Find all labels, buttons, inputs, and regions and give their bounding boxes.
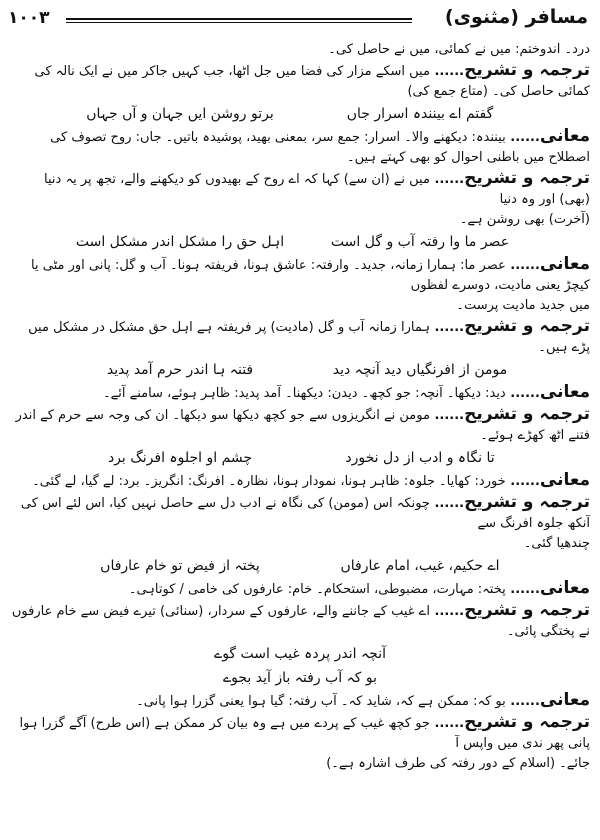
text-line: درد۔ اندوختم: میں نے کمائی، میں نے حاصل کی۔ [328, 42, 590, 57]
header-rule-thin [66, 22, 412, 23]
meanings-entry [10, 690, 590, 712]
translation-entry [10, 316, 590, 358]
heading-dots: ...... [429, 320, 465, 335]
verse-second-hemistich: برتو روشن ایں جہان و آں جہاں [86, 106, 274, 122]
translation-entry [10, 600, 590, 642]
entry-heading: ترجمہ و تشریح [464, 168, 590, 188]
text-line: جائے۔ (اسلام کے دور رفتہ کی طرف اشارہ ہے۔) [326, 756, 590, 771]
translation-entry [10, 60, 590, 102]
verse-couplet [10, 102, 590, 126]
heading-dots: ...... [505, 258, 540, 273]
entry-text: عصر ما: ہمارا زمانہ، جدید۔ وارفتہ: عاشق ہونا، فریفتہ ہونا۔ آب و گل: پانی اور مٹی یا کیچڑ یعنی مادیت، دوسرے لفظوں [31, 258, 590, 293]
page-number: ۱۰۰۳ [8, 8, 50, 28]
translation-entry [10, 712, 590, 754]
verse-couplet [10, 554, 590, 578]
translation-entry [10, 168, 590, 210]
entry-heading: ترجمہ و تشریح [464, 600, 590, 620]
meanings-entry [10, 382, 590, 404]
verse-second-hemistich: چشم او اجلوہ افرنگ برد [107, 450, 253, 466]
verse-couplet [10, 358, 590, 382]
translation-entry [10, 404, 590, 446]
heading-dots: ...... [429, 408, 465, 423]
heading-dots: ...... [429, 604, 465, 619]
entry-text: جو کچھ غیب کے پردے میں ہے وہ بیان کر ممکن ہے (اس طرح) آگے گزرا ہوا پانی پھر ندی میں واپس آ [19, 716, 590, 751]
entry-heading: ترجمہ و تشریح [464, 316, 590, 336]
document-body [10, 40, 590, 774]
entry-heading: معانی [539, 126, 590, 146]
verse-first-hemistich: مومن از افرنگیاں دید آنچہ دید [332, 362, 508, 378]
entry-text: بو کہ: ممکن ہے کہ، شاید کہ۔ آب رفتہ: گیا ہوا یعنی گزرا ہوا پانی۔ [136, 694, 506, 709]
entry-heading: معانی [539, 690, 590, 710]
text-line: چندھیا گئی۔ [523, 536, 590, 551]
meanings-entry [10, 578, 590, 600]
heading-dots: ...... [505, 582, 540, 597]
verse-couplet [10, 446, 590, 470]
entry-heading: ترجمہ و تشریح [464, 492, 590, 512]
entry-text: خورد: کھایا۔ جلوہ: ظاہر ہونا، نمودار ہونا، نظارہ۔ افرنگ: انگریز۔ برد: لے گیا، لے گئی۔ [32, 474, 506, 489]
verse-line: آنچہ اندر پردہ غیب است گوے [214, 646, 386, 662]
entry-heading: ترجمہ و تشریح [464, 404, 590, 424]
verse-first-hemistich: اے حکیم، غیب، امام عارفاں [340, 558, 500, 574]
heading-dots: ...... [429, 716, 465, 731]
entry-heading: معانی [539, 254, 590, 274]
text-line: (آخرت) بھی روشن ہے۔ [459, 212, 590, 227]
verse-second-hemistich: فتنہ ہا اندر حرم آمد پدید [106, 362, 254, 378]
heading-dots: ...... [429, 496, 465, 511]
heading-dots: ...... [505, 130, 540, 145]
entry-text: ہمارا زمانہ آب و گل (مادیت) پر فریفتہ ہے اہل حق مشکل در مشکل میں پڑے ہیں۔ [28, 320, 590, 355]
verse-second-hemistich: پختہ از فیض تو خام عارفاں [100, 558, 260, 574]
entry-heading: معانی [539, 382, 590, 402]
meanings-entry [10, 254, 590, 296]
heading-dots: ...... [429, 64, 465, 79]
meanings-entry [10, 126, 590, 168]
entry-heading: ترجمہ و تشریح [464, 60, 590, 80]
translation-entry [10, 492, 590, 534]
entry-heading: ترجمہ و تشریح [464, 712, 590, 732]
heading-dots: ...... [505, 474, 540, 489]
verse-couplet [10, 230, 590, 254]
text-line: میں جدید مادیت پرست۔ [456, 298, 590, 313]
header-rule [66, 18, 412, 20]
heading-dots: ...... [505, 386, 540, 401]
verse-first-hemistich: تا نگاہ و ادب از دل نخورد [345, 450, 495, 466]
entry-text: بینندہ: دیکھنے والا۔ اسرار: جمع سر، بمعنی بھید، پوشیدہ باتیں۔ جاں: روح تصوف کی اصطلاح میں باطنی احوال کو بھی کہتے ہیں۔ [50, 130, 590, 165]
heading-dots: ...... [505, 694, 540, 709]
entry-heading: معانی [539, 470, 590, 490]
entry-text: چونکہ اس (مومن) کی نگاہ نے ادب دل سے حاصل نہیں کیا، اس لئے اس کی آنکھ جلوہ افرنگ سے [20, 496, 590, 531]
page-title: مسافر (مثنوی) [444, 6, 588, 28]
entry-text: دید: دیکھا۔ آنچہ: جو کچھ۔ دیدن: دیکھنا۔ آمد پدید: ظاہر ہوئے، سامنے آئے۔ [103, 386, 506, 401]
meanings-entry [10, 470, 590, 492]
entry-text: میں نے (ان سے) کہا کہ اے روح کے بھیدوں کو دیکھنے والے، تجھ پر یہ دنیا (بھی) اور وہ دنیا [44, 172, 590, 207]
entry-text: مومن نے انگریزوں سے جو کچھ دیکھا سو دیکھا۔ ان کی وجہ سے حرم کے اندر فتنے اٹھ کھڑے ہوئے۔ [15, 408, 590, 443]
heading-dots: ...... [429, 172, 465, 187]
entry-text: میں اسکے مزار کی فضا میں جل اٹھا، جب کہیں جاکر میں نے ایک نالہ کی کمائی حاصل کی۔ (متاع جمع کی) [34, 64, 590, 99]
page-header [8, 6, 592, 32]
verse-first-hemistich: گفتم اے بینندہ اسرار جاں [346, 106, 494, 122]
verse-second-hemistich: اہل حق را مشکل اندر مشکل است [75, 234, 285, 250]
verse-line: بو کہ آب رفتہ باز آید بجوے [222, 670, 378, 686]
entry-text: اے غیب کے جاننے والے، عارفوں کے سردار، (سنائی) تیرے فیض سے خام عارفوں نے پختگی پائی۔ [11, 604, 590, 639]
entry-heading: معانی [539, 578, 590, 598]
entry-text: پختہ: مہارت، مضبوطی، استحکام۔ خام: عارفوں کی خامی / کوتاہی۔ [128, 582, 506, 597]
verse-first-hemistich: عصر ما وا رفتہ آب و گل است [330, 234, 510, 250]
